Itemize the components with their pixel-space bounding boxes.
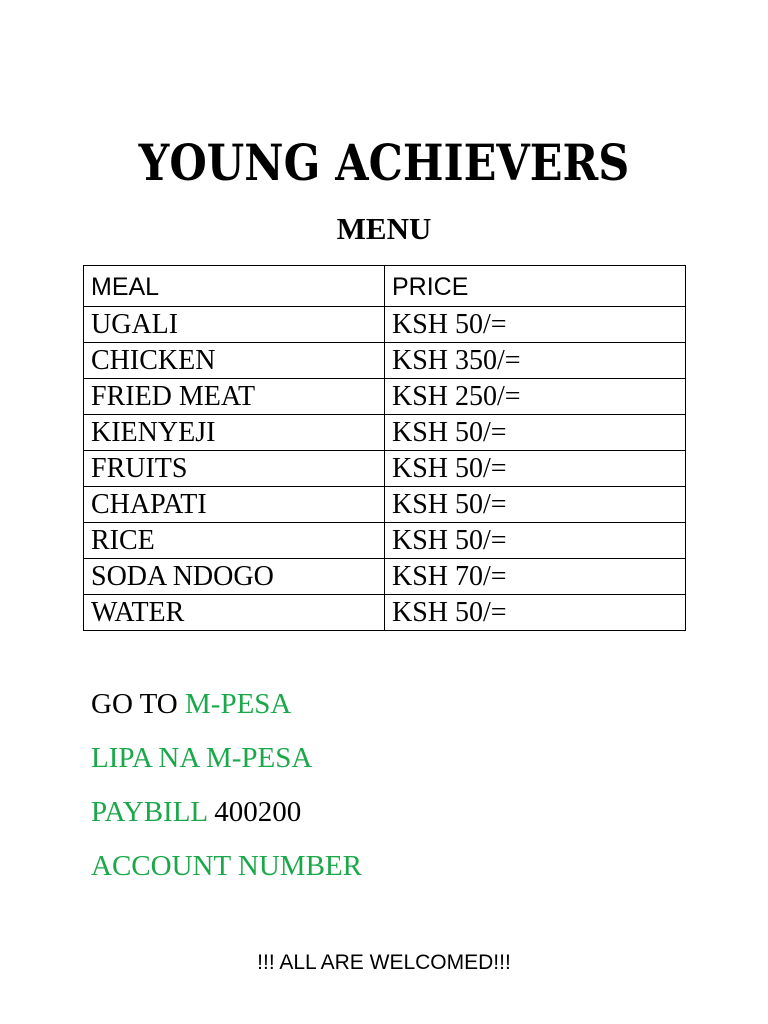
meal-cell: FRUITS bbox=[84, 451, 385, 487]
meal-cell: UGALI bbox=[84, 307, 385, 343]
price-cell: KSH 50/= bbox=[385, 595, 686, 631]
page-title: YOUNG ACHIEVERS bbox=[138, 133, 630, 192]
payment-instruction-goto bbox=[91, 686, 291, 722]
menu-heading: MENU bbox=[336, 211, 432, 246]
meal-cell: RICE bbox=[84, 523, 385, 559]
table-row bbox=[84, 595, 686, 631]
table-row bbox=[84, 379, 686, 415]
payment-instruction-paybill bbox=[91, 794, 301, 830]
meal-column-header: MEAL bbox=[84, 266, 385, 307]
meal-cell: CHAPATI bbox=[84, 487, 385, 523]
table-row bbox=[84, 523, 686, 559]
price-cell: KSH 250/= bbox=[385, 379, 686, 415]
payment-lipa-label: LIPA NA M-PESA bbox=[91, 742, 313, 774]
price-column-header: PRICE bbox=[385, 266, 686, 307]
payment-instruction-account bbox=[91, 848, 362, 884]
meal-cell: SODA NDOGO bbox=[84, 559, 385, 595]
price-cell: KSH 50/= bbox=[385, 451, 686, 487]
meal-cell: KIENYEJI bbox=[84, 415, 385, 451]
meal-cell: CHICKEN bbox=[84, 343, 385, 379]
payment-mpesa-label: M-PESA bbox=[185, 688, 292, 720]
payment-goto-prefix: GO TO bbox=[91, 688, 185, 720]
welcome-footer: !!! ALL ARE WELCOMED!!! bbox=[257, 951, 511, 974]
menu-table bbox=[83, 265, 686, 631]
price-cell: KSH 50/= bbox=[385, 415, 686, 451]
price-cell: KSH 50/= bbox=[385, 487, 686, 523]
meal-cell: WATER bbox=[84, 595, 385, 631]
price-cell: KSH 50/= bbox=[385, 523, 686, 559]
payment-paybill-label: PAYBILL bbox=[91, 796, 208, 828]
table-row bbox=[84, 487, 686, 523]
price-cell: KSH 350/= bbox=[385, 343, 686, 379]
table-row bbox=[84, 559, 686, 595]
price-cell: KSH 70/= bbox=[385, 559, 686, 595]
price-cell: KSH 50/= bbox=[385, 307, 686, 343]
table-row bbox=[84, 451, 686, 487]
payment-instruction-lipa bbox=[91, 740, 312, 776]
meal-cell: FRIED MEAT bbox=[84, 379, 385, 415]
table-row bbox=[84, 415, 686, 451]
menu-header-row bbox=[84, 266, 686, 307]
table-row bbox=[84, 307, 686, 343]
table-row bbox=[84, 343, 686, 379]
payment-paybill-number: 400200 bbox=[207, 796, 302, 828]
payment-account-label: ACCOUNT NUMBER bbox=[91, 850, 362, 882]
